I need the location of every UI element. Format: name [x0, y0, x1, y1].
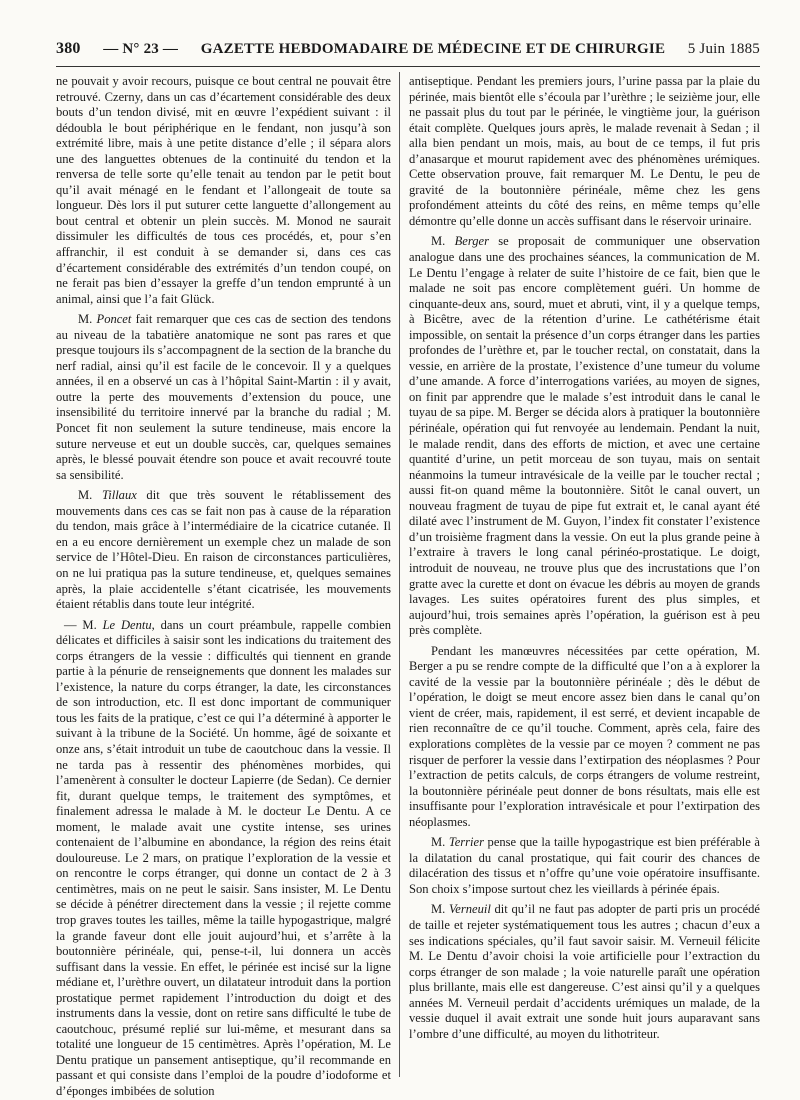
paragraph: Pendant les manœuvres nécessitées par cette opération, M. Berger a pu se rendre compte de la difficulté que l’on a à explorer la cavité de la vessie par la boutonnière périnéale ; dès le début de l’opération, le doigt se meut encore assez bien dans le canal qu’on vient de créer, mais, rapidement, il est serré, et devient incapable de rien reconnaître de ce qu’il touche. Comment, après cela, faire des explorations complètes de la vessie par ce moyen ? comment ne pas risquer de perforer la vessie dans l’extirpation des néoplasmes ? Pour l’extraction de petits calculs, de corps étrangers de volume restreint, la boutonnière périnéale peut donner de bons résultats, mais elle est insuffisante pour l’exploration intravésicale et pour l’extirpation des néoplasmes.	[409, 643, 760, 829]
right-column	[409, 74, 760, 1074]
paragraph: M. Tillaux dit que très souvent le rétablissement des mouvements dans ces cas se fait non pas à cause de la réparation du tendon, mais grâce à l’intermédiaire de la cicatrice cutanée. Il en a eu encore dernièrement un exemple chez un malade de son service de l’Hôtel-Dieu. En raison de circonstances particulières, on ne lui pratiqua pas la suture tendineuse, et, quelques semaines après, la plaie accidentelle s’étant cicatrisée, les mouvements étaient rétablis dans toute leur intégrité.	[56, 488, 391, 612]
page-header	[56, 40, 760, 64]
speaker-name: Verneuil	[449, 902, 491, 917]
paragraph: M. Verneuil dit qu’il ne faut pas adopter de parti pris un procédé de taille et rejeter systématiquement tous les autres ; chacun d’eux a ses indications spéciales, qu’il faut savoir saisir. M. Verneuil félicite M. Le Dentu d’avoir choisi la voie artificielle pour l’extraction du corps étranger de son malade ; la voie naturelle paraît une opération plus brillante, mais elle est dangereuse. C’est ainsi qu’il y a quelques années M. Verneuil perdait d’accidents urémiques un malade, de la vessie duquel il avait extrait une sonde huit jours auparavant sans l’ombre d’une difficulté, au moyen du lithotriteur.	[409, 902, 760, 1041]
paragraph: M. Terrier pense que la taille hypogastrique est bien préférable à la dilatation du canal prostatique, qui fait courir des chances de dilacération des tissus et n’offre qu’une voie opératoire insuffisante. Son choix s’impose surtout chez les vieillards à périnée épais.	[409, 835, 760, 896]
paragraph: antiseptique. Pendant les premiers jours, l’urine passa par la plaie du périnée, mais bientôt elle s’écoula par l’urèthre ; le seizième jour, elle ne passait plus du tout par le périnée, le vingtième jour, la guérison était complète. Quelques jours après, le malade revenait à Sedan ; il alla bien pendant un mois, mais, au bout de ce temps, il fut pris d’anasarque et mourut rapidement avec des phénomènes urémiques. Cette observation prouve, fait remarquer M. Le Dentu, le peu de gravité de la boutonnière périnéale, même chez les gens profondément atteints du côté des reins, en même temps qu’elle démontre qu’elle donne un accès suffisant dans le réservoir urinaire.	[409, 74, 760, 228]
issue-date: 5 Juin 1885	[687, 41, 760, 57]
speaker-name: Berger	[454, 234, 489, 249]
column-divider	[399, 72, 400, 1077]
paragraph: ne pouvait y avoir recours, puisque ce bout central ne pouvait être retrouvé. Czerny, dans un cas d’écartement considérable des deux bouts d’un tendon divisé, mit en œuvre l’expédient suivant : il dédoubla le bout périphérique en le fendant, non jusqu’à son extrémité libre, mais à une petite distance d’elle ; il sépara alors une des languettes obtenues de la continuité du tendon et la renversa de telle sorte qu’elle tenait au tendon par le petit bout qu’il avait ménagé en le fendant et l’allongeait de toute sa longueur. Dès lors il put suturer cette languette d’allongement au bout central et obtenir un plein succès. M. Monod ne saurait dissimuler les difficultés de tous ces procédés, et, pour s’en affranchir, il est conduit à se demander si, dans ces cas d’écartement considérable des extrémités d’un tendon coupé, on ne ferait pas bien d’essayer la greffe d’un tendon emprunté à un animal, ainsi que l’a fait Glück.	[56, 74, 391, 306]
page-number: 380	[56, 40, 81, 57]
paragraph: — M. Le Dentu, dans un court préambule, rappelle combien délicates et difficiles à saisir sont les indications du traitement des corps étrangers de la vessie : difficultés qui tiennent en grande partie à la pénurie de renseignements que donnent les malades sur l’existence, la nature du corps étranger, la date, les circonstances de son introduction, etc. Il est donc important de communiquer tous les faits de la pratique, c’est ce qui l’a déterminé à apporter le suivant à la tribune de la Société. Un homme, âgé de soixante et onze ans, s’était introduit un tube de caoutchouc dans la vessie. Il ne tarda pas à ressentir des phénomènes morbides, qui l’amenèrent à consulter le docteur Lapierre (de Sedan). Ce dernier fit, durant quelque temps, le traitement des symptômes, et finalement adressa le malade à M. le docteur Le Dentu. A ce moment, le malade avait une cystite intense, ses urines contenaient de l’albumine en abondance, la région des reins était douloureuse. Le 2 mars, on pratique l’exploration de la vessie et on rencontre le corps étranger, qui donne un contact de 2 à 3 centimètres, mais on ne peut le saisir. Sans insister, M. Le Dentu se décide à pénétrer directement dans la vessie ; il rejette comme trop graves toutes les tailles, même la taille hypogastrique, malgré la grande faveur dont elle jouit aujourd’hui, et s’arrête à la boutonnière périnéale, qui, pense-t-il, lui donnera un accès suffisant dans la vessie. En effet, le périnée est incisé sur la ligne médiane et, l’urèthre ouvert, un dilatateur introduit dans la portion prostatique permet rapidement l’introduction du doigt et des instruments dans la vessie, dont on retire sans difficulté le tube de caoutchouc, présumé replié sur lui-même, et mesurant dans sa totalité une longueur de 15 centimètres. Après l’opération, M. Le Dentu pratique un pansement antiseptique, qu’il recommande en passant et qui consiste dans l’emploi de la poudre d’iodoforme et d’éponges imbibées de solution	[56, 617, 391, 1098]
speaker-name: Poncet	[96, 312, 132, 327]
left-column	[56, 74, 391, 1098]
speaker-name: Le Dentu	[102, 617, 152, 632]
speaker-name: Tillaux	[101, 488, 137, 503]
speaker-name: Terrier	[448, 835, 484, 850]
journal-title: GAZETTE HEBDOMADAIRE DE MÉDECINE ET DE CHIRURGIE	[200, 41, 666, 57]
issue-number: — N° 23 —	[103, 41, 179, 57]
header-rule	[56, 66, 760, 67]
paragraph: M. Poncet fait remarquer que ces cas de section des tendons au niveau de la tabatière anatomique ne sont pas rares et que presque toujours ils s’accompagnent de la section de la branche du nerf radial, ainsi qu’il est facile de le concevoir. Il y a quelques années, il en a observé un cas à l’hôpital Saint-Martin : il y avait, outre la perte des mouvements d’extension du pouce, une insensibilité du territoire innervé par la branche du radial ; M. Poncet fit non seulement la suture tendineuse, mais encore la suture nerveuse et eut un double succès, car, quelques semaines après, le blessé pouvait étendre son pouce et avait recouvré toute sa sensibilité.	[56, 312, 391, 482]
paragraph: M. Berger se proposait de communiquer une observation analogue dans une des prochaines séances, la communication de M. Le Dentu l’engage à relater de suite l’histoire de ce fait, bien que le malade ne soit pas encore complètement guéri. Un homme de cinquante-deux ans, sourd, muet et abruti, vint, il y a quelque temps, à Bicêtre, avec de la rétention d’urine. Le cathétérisme était impossible, on sentait la présence d’un corps étranger dans les parties profondes de l’urèthre et, par le toucher rectal, on constatait, dans la vessie, en arrière de la prostate, l’existence d’une tumeur du volume d’une amande. A force d’interrogations variées, au moyen de signes, on finit par apprendre que le malade s’est introduit dans le canal le tuyau de sa pipe. M. Berger se décida alors à pratiquer la boutonnière périnéale, opération qui fut renvoyée au lendemain. Pendant la nuit, le malade rendit, dans des efforts de miction, et avec une certaine quantité d’urine, un petit morceau de son tuyau, mais on sentait néanmoins la tumeur intravésicale de la veille par le toucher rectal ; aussi fit-on quand même la boutonnière. Sitôt le canal ouvert, un nouveau fragment de tuyau de pipe fut extrait et, le canal ayant été dilaté avec l’instrument de M. Guyon, l’index fit constater l’existence d’un troisième fragment dans la vessie. On eut la plus grande peine à l’extraire à travers le long canal périnéo-prostatique. Le doigt, introduit de nouveau, ne trouve plus que des incrustations que l’on gratte avec la curette et dont on évacue les débris au moyen de grands lavages. Les suites opératoires furent des plus simples, et aujourd’hui, trois semaines après l’opération, la guérison est à peu près complète.	[409, 234, 761, 638]
